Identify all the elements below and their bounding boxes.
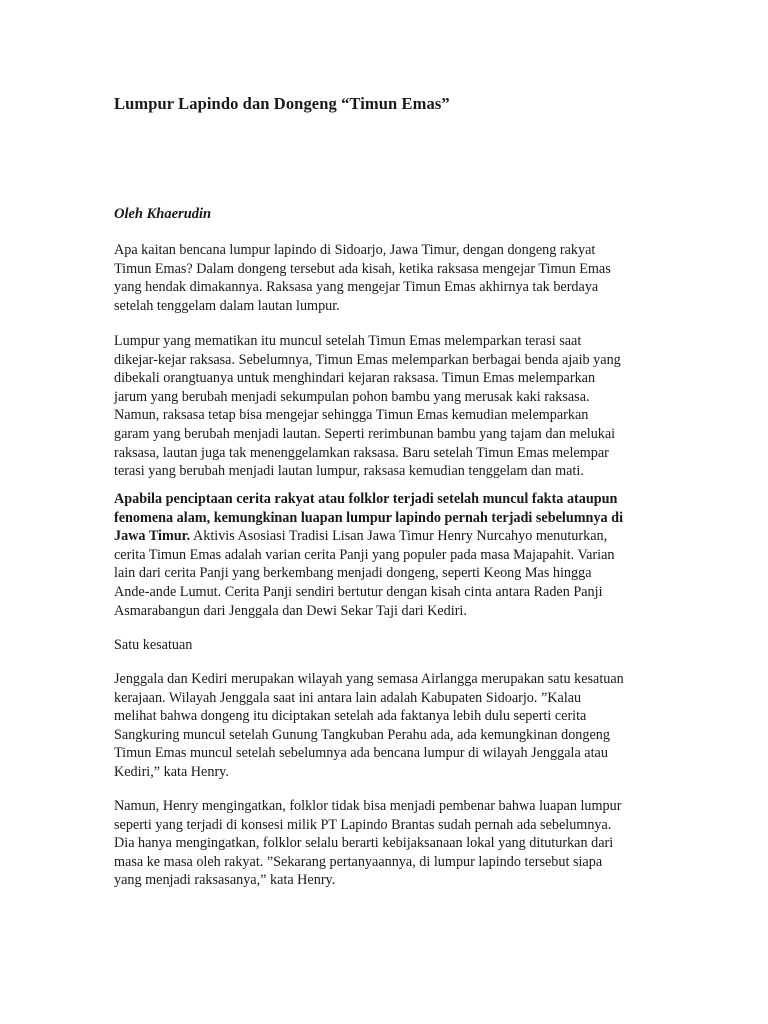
section-subheading: Satu kesatuan	[114, 637, 193, 653]
mixed-line	[114, 527, 623, 546]
line-continuation: Aktivis Asosiasi Tradisi Lisan Jawa Timur Henry Nurcahyo menuturkan,	[190, 528, 608, 545]
paragraph-intro	[114, 241, 611, 315]
paragraph-line: cerita Timun Emas adalah varian cerita Panji yang populer pada masa Majapahit. Varian	[114, 546, 615, 563]
paragraph-line: jarum yang berubah menjadi sekumpulan pohon bambu yang merusak kaki raksasa.	[114, 388, 590, 405]
paragraph-line: seperti yang terjadi di konsesi milik PT Lapindo Brantas sudah pernah ada sebelumnya.	[114, 816, 612, 833]
paragraph-line: lain dari cerita Panji yang berkembang menjadi dongeng, seperti Keong Mas hingga	[114, 565, 592, 582]
paragraph-line: Timun Emas? Dalam dongeng tersebut ada kisah, ketika raksasa mengejar Timun Emas	[114, 260, 611, 277]
bold-line: Apabila penciptaan cerita rakyat atau folklor terjadi setelah muncul fakta ataupun	[114, 491, 618, 507]
paragraph-line: setelah tenggelam dalam lautan lumpur.	[114, 297, 340, 314]
paragraph-line: yang menjadi raksasanya,” kata Henry.	[114, 872, 336, 889]
paragraph-line: Dia hanya mengingatkan, folklor selalu berarti kebijaksanaan lokal yang dituturkan dari	[114, 835, 614, 852]
paragraph-line: dikejar-kejar raksasa. Sebelumnya, Timun Emas melemparkan berbagai benda ajaib yang	[114, 351, 621, 368]
paragraph-line: Timun Emas muncul setelah sebelumnya ada bencana lumpur di wilayah Jenggala atau	[114, 745, 608, 762]
paragraph-line: Jenggala dan Kediri merupakan wilayah yang semasa Airlangga merupakan satu kesatuan	[114, 671, 624, 687]
paragraph-closing	[114, 797, 621, 890]
paragraph-line: Ande-ande Lumut. Cerita Panji sendiri bertutur dengan kisah cinta antara Raden Panji	[114, 583, 603, 600]
paragraph-kingdom	[114, 670, 624, 782]
paragraph-line: kerajaan. Wilayah Jenggala saat ini antara lain adalah Kabupaten Sidoarjo. ”Kalau	[114, 689, 582, 706]
paragraph-line: raksasa, lautan juga tak menenggelamkan raksasa. Baru setelah Timun Emas melempar	[114, 444, 609, 461]
paragraph-line: masa ke masa oleh rakyat. ”Sekarang pertanyaannya, di lumpur lapindo tersebut siapa	[114, 853, 603, 870]
paragraph-line: Namun, Henry mengingatkan, folklor tidak bisa menjadi pembenar bahwa luapan lumpur	[114, 798, 622, 814]
paragraph-line: Asmarabangun dari Jenggala dan Dewi Sekar Taji dari Kediri.	[114, 602, 467, 619]
paragraph-line: Apa kaitan bencana lumpur lapindo di Sidoarjo, Jawa Timur, dengan dongeng rakyat	[114, 242, 596, 258]
paragraph-line: Lumpur yang mematikan itu muncul setelah Timun Emas melemparkan terasi saat	[114, 333, 582, 349]
article-title: Lumpur Lapindo dan Dongeng “Timun Emas”	[114, 94, 450, 113]
paragraph-line: Namun, raksasa tetap bisa mengejar sehingga Timun Emas kemudian melemparkan	[114, 407, 589, 424]
paragraph-line: Sangkuring muncul setelah Gunung Tangkuban Perahu ada, ada kemungkinan dongeng	[114, 726, 610, 743]
paragraph-line: Kediri,” kata Henry.	[114, 763, 229, 780]
paragraph-folklore	[114, 490, 623, 620]
author-byline: Oleh Khaerudin	[114, 206, 212, 222]
bold-line: fenomena alam, kemungkinan luapan lumpur lapindo pernah terjadi sebelumnya di	[114, 509, 624, 526]
paragraph-line: melihat bahwa dongeng itu diciptakan setelah ada faktanya lebih dulu seperti cerita	[114, 708, 587, 725]
paragraph-line: yang hendak dimakannya. Raksasa yang mengejar Timun Emas akhirnya tak berdaya	[114, 279, 599, 296]
paragraph-line: dibekali orangtuanya untuk menghindari kejaran raksasa. Timun Emas melemparkan	[114, 370, 596, 387]
paragraph-line: terasi yang berubah menjadi lautan lumpur, raksasa kemudian tenggelam dan mati.	[114, 463, 584, 480]
paragraph-story	[114, 332, 621, 481]
paragraph-line: garam yang berubah menjadi lautan. Seperti rerimbunan bambu yang tajam dan melukai	[114, 425, 616, 442]
bold-lead: Jawa Timur.	[114, 528, 191, 545]
